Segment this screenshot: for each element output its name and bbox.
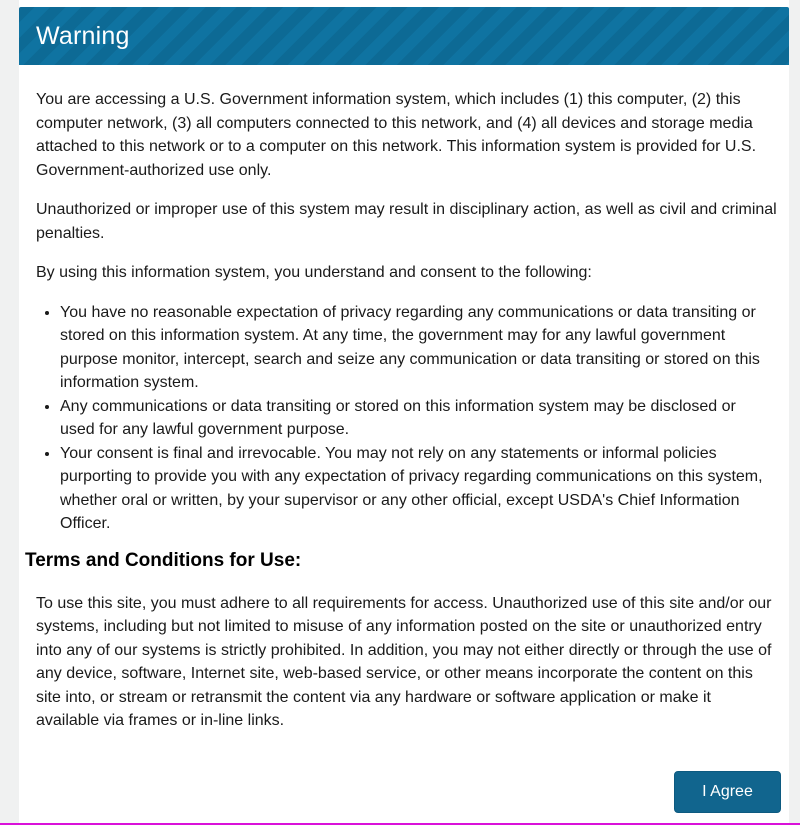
button-row <box>25 771 781 813</box>
consent-intro-paragraph: By using this information system, you understand and consent to the following: <box>36 264 592 281</box>
warning-banner-title: Warning <box>36 21 130 50</box>
unauthorized-use-paragraph: Unauthorized or improper use of this system may result in disciplinary action, as well as civil and criminal penalties. <box>36 201 777 242</box>
terms-heading: Terms and Conditions for Use: <box>25 549 302 571</box>
consent-item-privacy: • You have no reasonable expectation of privacy regarding any communications or data transiting or stored on this information system. At any time, the government may for any lawful government purpose monitor, intercept, search and seize any communication or data transiting or stored on this information system. <box>60 301 767 395</box>
terms-paragraph: To use this site, you must adhere to all requirements for access. Unauthorized use of this site and/or our systems, including but not limited to misuse of any information posted on the site or unauthorized entry into any of our systems is strictly prohibited. In addition, you may not either directly or through the use of any device, software, Internet site, web-based service, or other means incorporate the content on this site into, or stream or retransmit the content via any hardware or software application or make it available via frames or in-line links. <box>36 594 772 729</box>
consent-item-disclosure: • Any communications or data transiting or stored on this information system may be disclosed or used for any lawful government purpose. <box>60 395 767 442</box>
i-agree-button[interactable]: I Agree <box>674 771 781 813</box>
warning-banner <box>19 7 789 65</box>
consent-list <box>36 301 767 536</box>
warning-panel <box>19 0 789 823</box>
access-notice-paragraph: You are accessing a U.S. Government information system, which includes (1) this computer, (2) this computer network, (3) all computers connected to this network, and (4) all devices and storage media attached to this network or to a computer on this network. This information system is provided for U.S. Government-authorized use only. <box>36 91 757 179</box>
warning-content <box>19 65 789 813</box>
consent-item-irrevocable: • Your consent is final and irrevocable. You may not rely on any statements or informal policies purporting to provide you with any expectation of privacy regarding communications on this system, whether oral or written, by your supervisor or any other official, except USDA's Chief Information Officer. <box>60 442 767 536</box>
